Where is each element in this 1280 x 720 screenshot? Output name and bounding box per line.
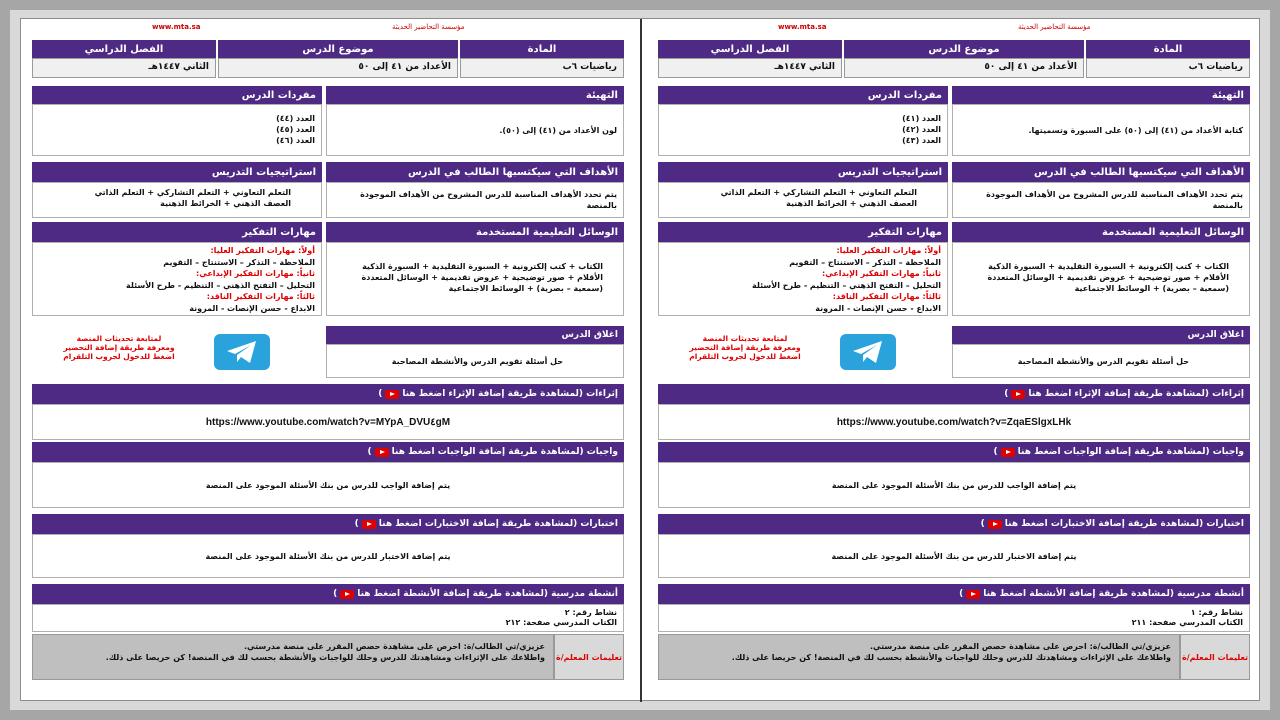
tests-text: يتم إضافة الاختبار للدرس من بنك الأسئلة الموجود على المنصة (658, 534, 1250, 578)
aids-line: (سمعية – بصرية) + الوسائط الاجتماعية (448, 284, 603, 293)
telegram-note-line: لمتابعة تحديثات المنصة (702, 334, 788, 343)
warmup-text: لون الأعداد من (٤١) إلى (٥٠). (326, 104, 624, 156)
thinking-heading: ثالثاً: مهارات التفكير الناقد: (206, 292, 315, 301)
org-name: مؤسسة التحاضير الحديثة (392, 23, 465, 31)
thinking-line: التحليل – التفتح الذهني – التنظيم - طرح الأسئلة (752, 280, 941, 290)
closing-header: اغلاق الدرس (326, 326, 624, 344)
activity-page (39, 618, 617, 628)
enrich-header-label: إثراءات (لمشاهدة طريقة إضافة الإثراء اضغط هنا (1028, 389, 1244, 399)
thinking-heading: ثالثاً: مهارات التفكير الناقد: (832, 292, 941, 301)
teacher-notes (32, 634, 554, 680)
strategies-line: التعلم التعاوني + التعلم التشاركي + التعلم الذاتي (720, 188, 917, 197)
homework-header[interactable] (658, 442, 1250, 462)
vocab-item: العدد (٤٦) (276, 136, 315, 145)
subject-header: المادة (1086, 40, 1250, 58)
telegram-note-line: اضغط للدخول لجروب التلقرام (63, 352, 175, 361)
paren: ) (980, 519, 985, 529)
thinking-header: مهارات التفكير (32, 222, 322, 242)
homework-header-label: واجبات (لمشاهدة طريقة إضافة الواجبات اضغط هنا (1017, 447, 1244, 457)
youtube-icon[interactable] (385, 390, 399, 399)
youtube-icon[interactable] (1011, 390, 1025, 399)
thinking-skills (658, 242, 948, 316)
telegram-note[interactable] (670, 334, 820, 361)
telegram-icon[interactable] (214, 334, 270, 370)
vocab-header: مفردات الدرس (32, 86, 322, 104)
aids-line: الأقلام + صور توضيحية + عروض تقديمية + الوسائل المتعددة (987, 273, 1229, 282)
homework-text: يتم إضافة الواجب للدرس من بنك الأسئلة الموجود على المنصة (32, 462, 624, 508)
term-value: الثاني ١٤٤٧هـ (32, 58, 216, 78)
activities-header-label: أنشطة مدرسية (لمشاهدة طريقة إضافة الأنشطة اضغط هنا (983, 589, 1244, 599)
teacher-notes (658, 634, 1180, 680)
tests-header-label: اختبارات (لمشاهدة طريقة إضافة الاختبارات اضغط هنا (378, 519, 618, 529)
closing-text: حل أسئلة تقويم الدرس والأنشطة المصاحبة (952, 344, 1250, 378)
paren: ) (333, 589, 338, 599)
aids-line: الأقلام + صور توضيحية + عروض تقديمية + الوسائل المتعددة (361, 273, 603, 282)
homework-header[interactable] (32, 442, 624, 462)
paren: ) (367, 447, 372, 457)
paren: ) (1004, 389, 1009, 399)
thinking-header: مهارات التفكير (658, 222, 948, 242)
enrich-link-box (658, 404, 1250, 440)
activity-page-value: ٢١١ (1131, 618, 1147, 627)
warmup-header: التهيئة (326, 86, 624, 104)
closing-header: اغلاق الدرس (952, 326, 1250, 344)
notes-line: واطلاعك على الإثراءات ومشاهدتك للدرس وحلك للواجبات والأنشطة بحسب لك في المنصة! كن حريصا على ذلك. (731, 653, 1171, 662)
paren: ) (378, 389, 383, 399)
thinking-heading: ثانياً: مهارات التفكير الإبداعي: (822, 269, 941, 278)
teacher-notes-label: تعليمات المعلم/ة (554, 634, 624, 680)
strategies-line: التعلم التعاوني + التعلم التشاركي + التعلم الذاتي (94, 188, 291, 197)
strategies-line: العصف الذهني + الخرائط الذهنية (786, 199, 917, 208)
vocab-item: العدد (٤٣) (902, 136, 941, 145)
thinking-line: الملاحظة – التذكر – الاستنتاج – التقويم (163, 257, 315, 267)
tests-header-label: اختبارات (لمشاهدة طريقة إضافة الاختبارات اضغط هنا (1004, 519, 1244, 529)
thinking-heading: أولاً: مهارات التفكير العليا: (210, 246, 315, 255)
vocab-item: العدد (٤٤) (276, 114, 315, 123)
closing-text: حل أسئلة تقويم الدرس والأنشطة المصاحبة (326, 344, 624, 378)
youtube-icon[interactable] (340, 590, 354, 599)
aids-header: الوسائل التعليمية المستخدمة (952, 222, 1250, 242)
youtube-link[interactable]: https://www.youtube.com/watch?v=ZqaESlgxLHk (836, 416, 1072, 428)
lesson-plan-page-right (658, 18, 1250, 701)
activity-page-label: الكتاب المدرسي صفحة: (523, 618, 617, 627)
notes-line: واطلاعك على الإثراءات ومشاهدتك للدرس وحلك للواجبات والأنشطة بحسب لك في المنصة! كن حريصا على ذلك. (105, 653, 545, 662)
youtube-link[interactable]: https://www.youtube.com/watch?v=MYpA_DVU٤gM (205, 416, 451, 428)
tests-header[interactable] (658, 514, 1250, 534)
vocab-header: مفردات الدرس (658, 86, 948, 104)
telegram-note-line: اضغط للدخول لجروب التلقرام (689, 352, 801, 361)
goals-text: يتم تحدد الأهداف المناسبة للدرس المشروح من الأهداف الموجودة بالمنصة (326, 182, 624, 218)
activity-number (39, 608, 617, 618)
goals-header: الأهداف التي سيكتسبها الطالب في الدرس (326, 162, 624, 182)
aids-line: الكتاب + كتب إلكترونية + السبورة التقليدية + السبورة الذكية (362, 262, 603, 271)
activities-header[interactable] (32, 584, 624, 604)
vocab-list (32, 104, 322, 156)
paren: ) (993, 447, 998, 457)
topic-header: موضوع الدرس (844, 40, 1084, 58)
site-url: www.mta.sa (778, 23, 827, 31)
enrich-header-label: إثراءات (لمشاهدة طريقة إضافة الإثراء اضغط هنا (402, 389, 618, 399)
activity-number (665, 608, 1243, 618)
youtube-icon[interactable] (1001, 448, 1015, 457)
org-name: مؤسسة التحاضير الحديثة (1018, 23, 1091, 31)
goals-text: يتم تحدد الأهداف المناسبة للدرس المشروح من الأهداف الموجودة بالمنصة (952, 182, 1250, 218)
site-url: www.mta.sa (152, 23, 201, 31)
topic-header: موضوع الدرس (218, 40, 458, 58)
telegram-note-line: ومعرفة طريقة إضافة التحضير (63, 343, 175, 352)
thinking-line: التحليل – التفتح الذهني – التنظيم - طرح الأسئلة (126, 280, 315, 290)
notes-line: عزيزي/تي الطالب/ة: احرص على مشاهدة حصص المقرر على منصة مدرستي. (870, 642, 1171, 651)
activity-number-value: ١ (1190, 608, 1196, 617)
telegram-icon[interactable] (840, 334, 896, 370)
activity-page-value: ٢١٢ (505, 618, 521, 627)
activities-header[interactable] (658, 584, 1250, 604)
strategies-line: العصف الذهني + الخرائط الذهنية (160, 199, 291, 208)
thinking-skills (32, 242, 322, 316)
enrich-header[interactable] (32, 384, 624, 404)
thinking-heading: ثانياً: مهارات التفكير الإبداعي: (196, 269, 315, 278)
warmup-text: كتابة الأعداد من (٤١) إلى (٥٠) على السبورة وتسميتها. (952, 104, 1250, 156)
enrich-header[interactable] (658, 384, 1250, 404)
tests-text: يتم إضافة الاختبار للدرس من بنك الأسئلة الموجود على المنصة (32, 534, 624, 578)
teacher-notes-label: تعليمات المعلم/ة (1180, 634, 1250, 680)
youtube-icon[interactable] (988, 520, 1002, 529)
paren: ) (354, 519, 359, 529)
thinking-line: الملاحظة – التذكر – الاستنتاج – التقويم (789, 257, 941, 267)
tests-header[interactable] (32, 514, 624, 534)
subject-value: رياضيات ٦ب (460, 58, 624, 78)
term-header: الفصل الدراسي (32, 40, 216, 58)
thinking-line: الابداع - حسن الإنصات - المرونة (189, 303, 315, 313)
strategies-header: استراتيجيات التدريس (32, 162, 322, 182)
homework-text: يتم إضافة الواجب للدرس من بنك الأسئلة الموجود على المنصة (658, 462, 1250, 508)
top-line (32, 23, 624, 35)
warmup-header: التهيئة (952, 86, 1250, 104)
telegram-note[interactable] (44, 334, 194, 361)
thinking-heading: أولاً: مهارات التفكير العليا: (836, 246, 941, 255)
thinking-line: الابداع - حسن الإنصات - المرونة (815, 303, 941, 313)
top-line (658, 23, 1250, 35)
subject-value: رياضيات ٦ب (1086, 58, 1250, 78)
aids-header: الوسائل التعليمية المستخدمة (326, 222, 624, 242)
aids-text (952, 242, 1250, 316)
activity-info (32, 604, 624, 632)
aids-line: الكتاب + كتب إلكترونية + السبورة التقليدية + السبورة الذكية (988, 262, 1229, 271)
strategies-text (32, 182, 322, 218)
topic-value: الأعداد من ٤١ إلى ٥٠ (218, 58, 458, 78)
strategies-header: استراتيجيات التدريس (658, 162, 948, 182)
vocab-item: العدد (٤٥) (276, 125, 315, 134)
subject-header: المادة (460, 40, 624, 58)
term-value: الثاني ١٤٤٧هـ (658, 58, 842, 78)
term-header: الفصل الدراسي (658, 40, 842, 58)
telegram-note-line: ومعرفة طريقة إضافة التحضير (689, 343, 801, 352)
topic-value: الأعداد من ٤١ إلى ٥٠ (844, 58, 1084, 78)
goals-header: الأهداف التي سيكتسبها الطالب في الدرس (952, 162, 1250, 182)
lesson-plan-page-left (32, 18, 624, 701)
youtube-icon[interactable] (375, 448, 389, 457)
homework-header-label: واجبات (لمشاهدة طريقة إضافة الواجبات اضغط هنا (391, 447, 618, 457)
activity-number-value: ٢ (564, 608, 570, 617)
enrich-link-box (32, 404, 624, 440)
activity-page (665, 618, 1243, 628)
activity-number-label: نشاط رقم: (572, 608, 617, 617)
notes-line: عزيزي/تي الطالب/ة: احرص على مشاهدة حصص المقرر على منصة مدرستي. (244, 642, 545, 651)
aids-line: (سمعية – بصرية) + الوسائط الاجتماعية (1074, 284, 1229, 293)
activity-number-label: نشاط رقم: (1198, 608, 1243, 617)
strategies-text (658, 182, 948, 218)
vocab-list (658, 104, 948, 156)
paren: ) (959, 589, 964, 599)
activity-page-label: الكتاب المدرسي صفحة: (1149, 618, 1243, 627)
activities-header-label: أنشطة مدرسية (لمشاهدة طريقة إضافة الأنشطة اضغط هنا (357, 589, 618, 599)
activity-info (658, 604, 1250, 632)
vocab-item: العدد (٤٢) (902, 125, 941, 134)
youtube-icon[interactable] (362, 520, 376, 529)
vocab-item: العدد (٤١) (902, 114, 941, 123)
youtube-icon[interactable] (966, 590, 980, 599)
telegram-note-line: لمتابعة تحديثات المنصة (76, 334, 162, 343)
aids-text (326, 242, 624, 316)
